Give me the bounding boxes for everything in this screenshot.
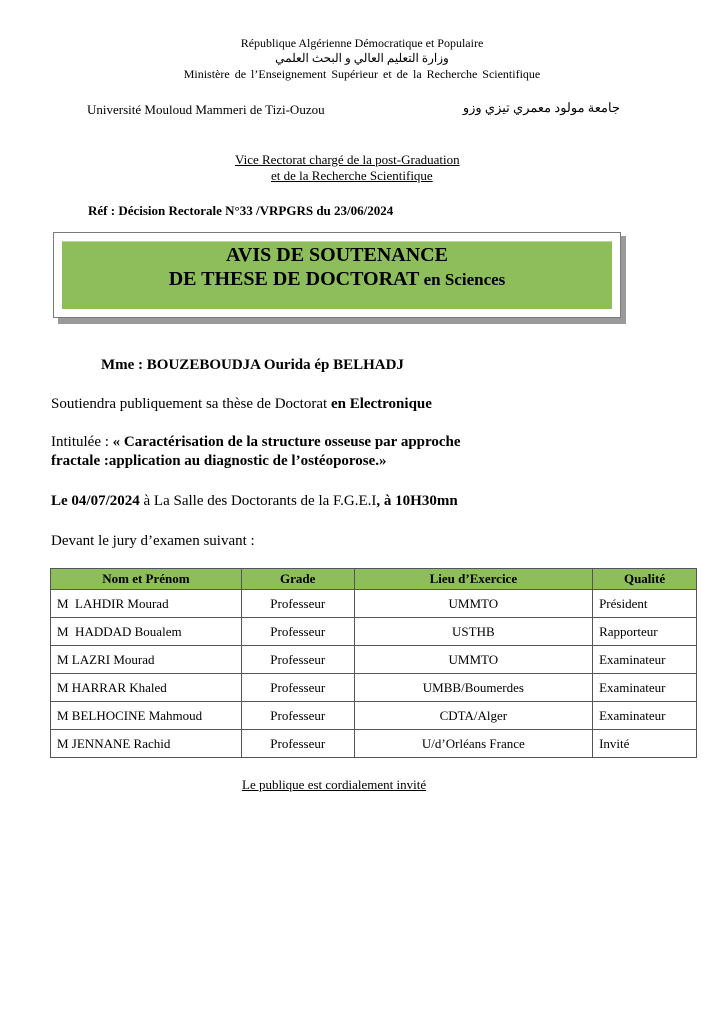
jury-member-role: Invité [593,730,697,758]
jury-table-header-row [51,569,697,590]
jury-member-institution: CDTA/Alger [354,702,592,730]
header-qualite: Qualité [593,569,697,590]
jury-member-name: M BELHOCINE Mahmoud [51,702,242,730]
jury-table [50,568,697,758]
jury-member-role: Rapporteur [593,618,697,646]
jury-member-role: Président [593,590,697,618]
jury-member-role: Examinateur [593,702,697,730]
defense-date-place: Le 04/07/2024 à La Salle des Doctorants de la F.G.E.I, à 10H30mn [51,493,458,509]
jury-member-institution: UMMTO [354,646,592,674]
jury-member-name: M JENNANE Rachid [51,730,242,758]
vice-rectorat-line2: et de la Recherche Scientifique [271,168,433,183]
jury-member-role: Examinateur [593,646,697,674]
jury-member-name: M HARRAR Khaled [51,674,242,702]
header-lieu-exercice: Lieu d’Exercice [354,569,592,590]
banner-title-line1: AVIS DE SOUTENANCE [226,244,448,266]
university-name-arabic: جامعة مولود معمري تيزي وزو [462,100,620,115]
jury-member-name: M LAZRI Mourad [51,646,242,674]
table-row [51,674,697,702]
jury-member-institution: UMBB/Boumerdes [354,674,592,702]
table-row [51,618,697,646]
table-row [51,646,697,674]
thesis-title-line2: fractale :application au diagnostic de l’ostéoporose.» [51,453,387,469]
university-name-french: Université Mouloud Mammeri de Tizi-Ouzou [87,102,325,117]
jury-member-grade: Professeur [241,646,354,674]
jury-member-role: Examinateur [593,674,697,702]
jury-member-institution: USTHB [354,618,592,646]
jury-member-institution: U/d’Orléans France [354,730,592,758]
banner-green-fill [62,241,612,309]
header-grade: Grade [241,569,354,590]
ministry-french: Ministère de l’Enseignement Supérieur et de la Recherche Scientifique [183,67,541,81]
banner-title-line2: DE THESE DE DOCTORAT en Sciences [168,268,506,290]
table-row [51,590,697,618]
table-row [51,702,697,730]
ministry-arabic: وزارة التعليم العالي و البحث العلمي [275,51,449,65]
header-nom-prenom: Nom et Prénom [51,569,242,590]
vice-rectorat-line1: Vice Rectorat chargé de la post-Graduation [235,152,460,167]
jury-member-grade: Professeur [241,618,354,646]
jury-member-grade: Professeur [241,590,354,618]
decision-reference: Réf : Décision Rectorale N°33 /VRPGRS du 23/06/2024 [88,203,394,218]
jury-member-grade: Professeur [241,730,354,758]
jury-member-name: M LAHDIR Mourad [51,590,242,618]
jury-member-institution: UMMTO [354,590,592,618]
thesis-title-line1: Intitulée : « Caractérisation de la structure osseuse par approche [51,434,461,450]
candidate-name: Mme : BOUZEBOUDJA Ourida ép BELHADJ [101,357,404,373]
jury-member-grade: Professeur [241,674,354,702]
title-banner [53,232,621,318]
invitation-footer: Le publique est cordialement invité [242,777,427,792]
republic-heading: République Algérienne Démocratique et Populaire [240,36,484,50]
jury-member-grade: Professeur [241,702,354,730]
jury-member-name: M HADDAD Boualem [51,618,242,646]
table-row [51,730,697,758]
defense-statement: Soutiendra publiquement sa thèse de Doctorat en Electronique [51,396,432,412]
jury-intro: Devant le jury d’examen suivant : [51,533,255,549]
